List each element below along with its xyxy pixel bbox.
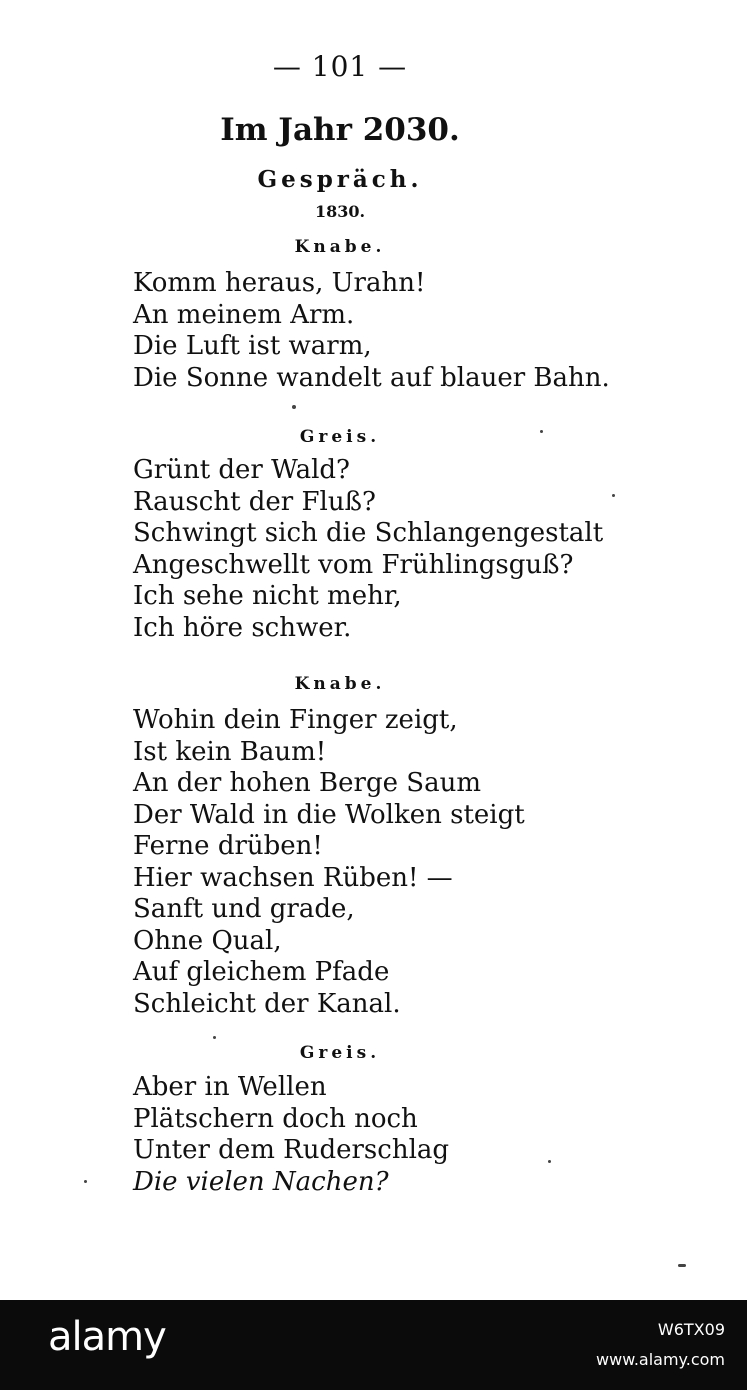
verse-line: Unter dem Ruderschlag [133,1135,450,1165]
verse-line: Ich höre schwer. [133,612,352,643]
watermark-footer [0,1300,747,1390]
verse-line: Grünt der Wald? [133,455,350,485]
scan-speck [678,1264,686,1267]
verse-line: Rauscht der Fluß? [133,486,376,517]
scan-speck [540,430,543,433]
page-number: — 101 — [272,50,408,83]
poem-title: Im Jahr 2030. [220,112,460,148]
stanza [133,268,693,394]
alamy-logo: alamy [48,1314,166,1360]
verse-line: Hier wachsen Rüben! — [133,862,453,893]
scan-speck [548,1160,551,1163]
verse-line: Die vielen Nachen? [133,1166,389,1197]
verse-line: Auf gleichem Pfade [133,957,390,987]
verse-line: Angeschwellt vom Frühlingsguß? [133,549,574,580]
verse-line: Ferne drüben! [133,831,323,861]
image-id-label: W6TX09 [657,1320,725,1339]
speaker-label: Knabe. [294,237,386,257]
verse-line: An meinem Arm. [133,299,355,330]
verse-line: Die Sonne wandelt auf blauer Bahn. [133,362,610,393]
verse-line: Ist kein Baum! [133,736,327,767]
speaker-label: Knabe. [294,674,386,694]
stanza [133,705,693,1020]
verse-line: Sanft und grade, [133,894,355,924]
verse-line: An der hohen Berge Saum [133,768,481,798]
verse-line: Der Wald in die Wolken steigt [133,799,525,830]
verse-line: Plätschern doch noch [133,1103,418,1134]
verse-line: Aber in Wellen [133,1072,327,1102]
verse-line: Schwingt sich die Schlangengestalt [133,518,604,548]
poem-year: 1830. [314,202,366,221]
footer-url: www.alamy.com [596,1350,725,1369]
stanza [133,455,693,644]
verse-line: Schleicht der Kanal. [133,988,401,1019]
verse-line: Die Luft ist warm, [133,331,372,361]
scan-speck [612,494,615,497]
verse-line: Ohne Qual, [133,925,282,956]
scan-speck [213,1036,216,1039]
stanza [133,1072,693,1198]
speaker-label: Greis. [299,1043,381,1063]
poem-subtitle: Gespräch. [257,166,423,193]
verse-line: Komm heraus, Urahn! [133,268,426,298]
scan-speck [292,405,296,409]
verse-line: Wohin dein Finger zeigt, [133,705,458,735]
verse-line: Ich sehe nicht mehr, [133,581,402,611]
speaker-label: Greis. [299,427,381,447]
scan-speck [84,1180,87,1183]
